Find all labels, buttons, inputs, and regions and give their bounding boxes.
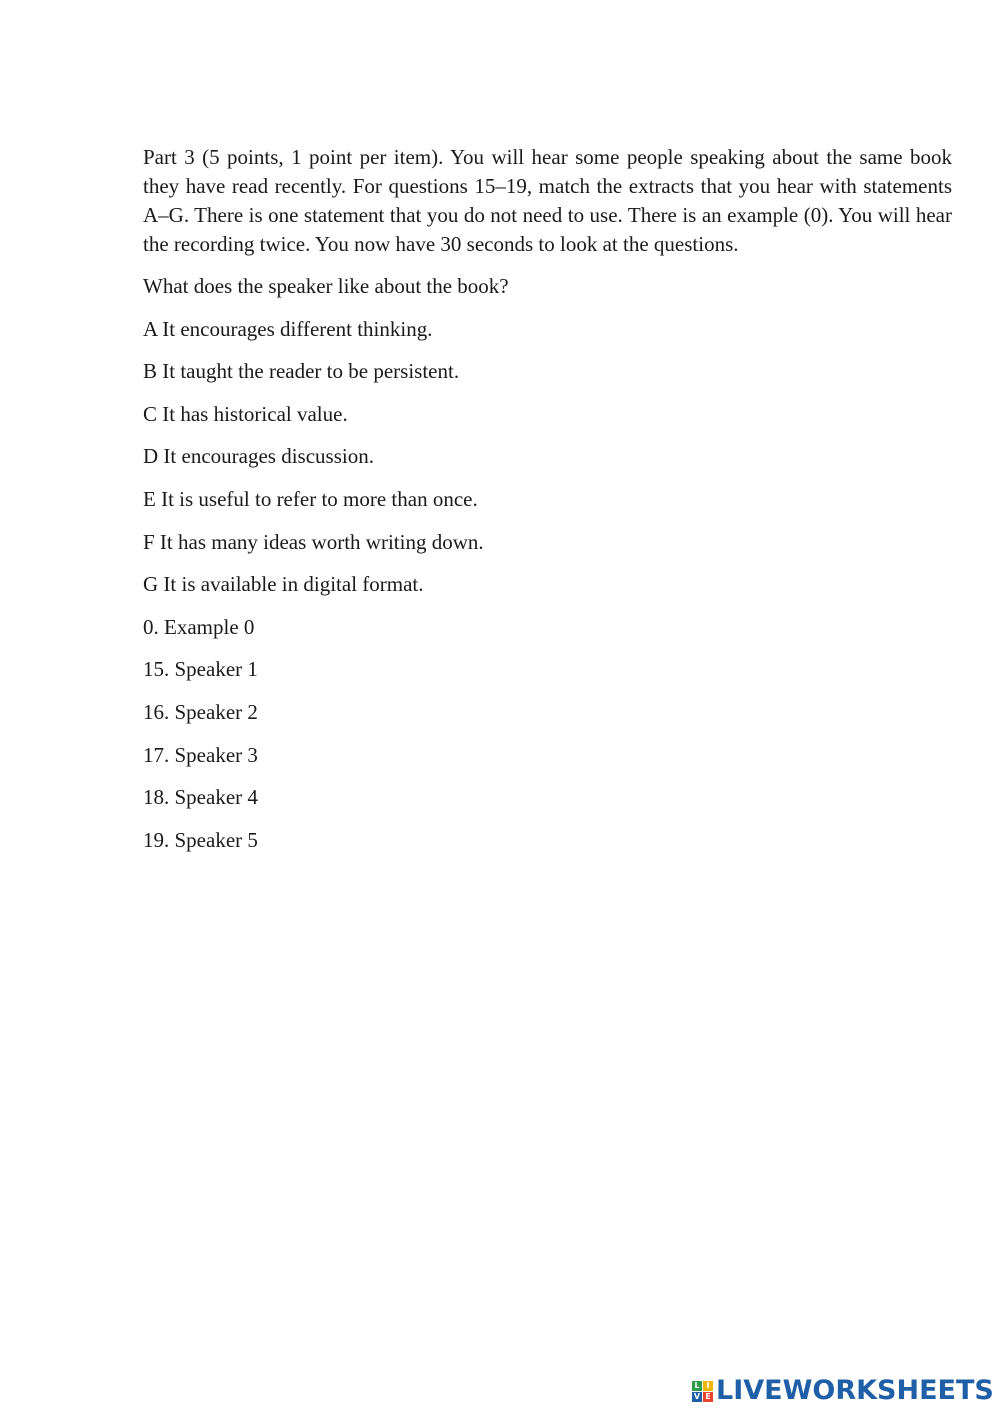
- question-heading: What does the speaker like about the book?: [143, 274, 509, 298]
- item-example-0: 0. Example 0: [143, 614, 255, 639]
- brand-name: LIVEWORKSHEETS: [716, 1375, 994, 1406]
- item-speaker-4: 18. Speaker 4: [143, 785, 258, 810]
- logo-letter-e: E: [703, 1392, 713, 1402]
- item-speaker-2: 16. Speaker 2: [143, 699, 258, 724]
- statement-d: D It encourages discussion.: [143, 444, 374, 469]
- logo-letter-i: I: [703, 1381, 713, 1391]
- liveworksheets-brand: [692, 1376, 994, 1406]
- statement-f: F It has many ideas worth writing down.: [143, 529, 484, 554]
- worksheet-content: [143, 143, 952, 868]
- logo-letter-v: V: [693, 1391, 701, 1401]
- logo-letter-l: L: [692, 1381, 702, 1391]
- statement-g: G It is available in digital format.: [143, 572, 424, 597]
- statement-c: C It has historical value.: [143, 401, 348, 426]
- item-speaker-3: 17. Speaker 3: [143, 742, 258, 767]
- statement-b: B It taught the reader to be persistent.: [143, 359, 460, 384]
- item-speaker-1: 15. Speaker 1: [143, 657, 258, 682]
- instructions-paragraph: Part 3 (5 points, 1 point per item). You will hear some people speaking about the same book they have read recently. For questions 15–19, match the extracts that you hear with statements A–G. There is one statement that you do not need to use. There is an example (0). You will hear the recording twice. You now have 30 seconds to look at the questions.: [143, 145, 952, 256]
- statement-e: E It is useful to refer to more than once.: [143, 486, 478, 511]
- liveworksheets-logo-icon: [692, 1381, 713, 1402]
- item-speaker-5: 19. Speaker 5: [143, 827, 258, 852]
- statement-a: A It encourages different thinking.: [143, 316, 433, 341]
